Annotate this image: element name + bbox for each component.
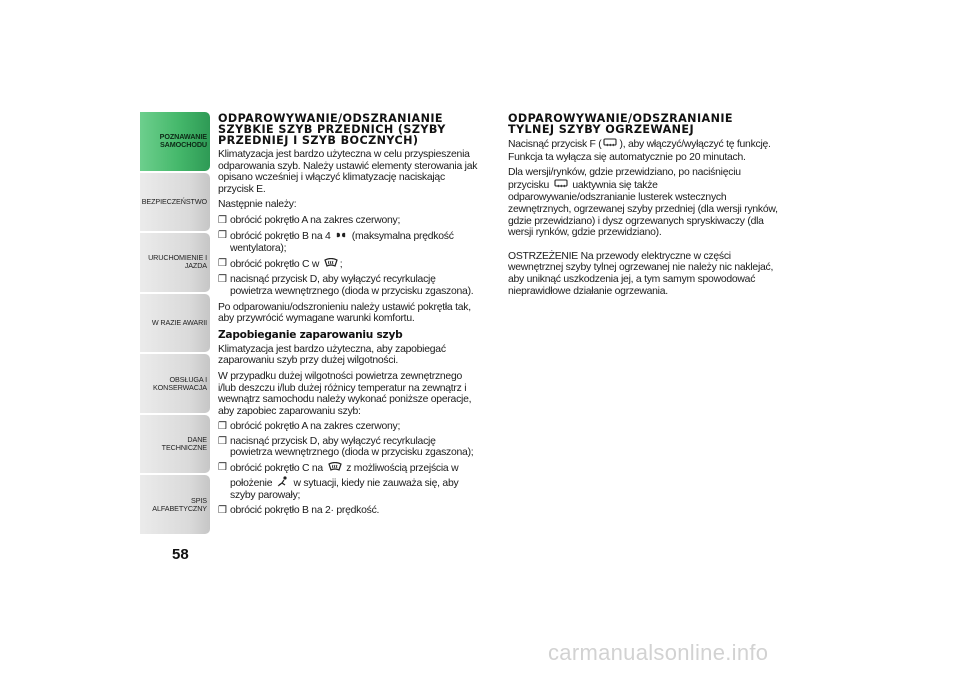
right-column [508,113,780,301]
bullet-icon: ❒ [218,504,227,516]
tab-dane-techniczne[interactable]: DANE TECHNICZNE [140,415,210,474]
rear-defrost-icon [554,179,568,193]
sub-steps-list [218,421,480,516]
bullet-icon: ❒ [218,257,227,269]
feet-airflow-icon [277,476,289,491]
subsection-title: Zapobieganie zaparowaniu szyb [218,328,403,341]
rear-paragraph-2: Dla wersji/rynków, gdzie przewidziano, po naciśnięciu przycisku uaktywnia się także odparowywanie/odszranianie lusterek wstecznych zewnętrznych, ogrzewanej szyby przedniej (dla wersji rynków, gdzie przewidziano) i dysz ogrzewanych spryskiwaczy (dla wersji rynków, gdzie przewidziano). [508,167,778,239]
windshield-defrost-icon [328,462,342,476]
list-item: ❒ nacisnąć przycisk D, aby wyłączyć recyrkulację powietrza wewnętrznego (dioda w przycisku zgaszona). [218,274,474,297]
intro-paragraph: Klimatyzacja jest bardzo użyteczna w celu przyspieszenia odparowania szyb. Należy ustawić elementy sterowania jak opisano wcześniej i włączyć klimatyzację naciskając przycisk E. [218,149,478,195]
bullet-icon: ❒ [218,435,227,447]
list-item: ❒ obrócić pokrętło B na 4 (maksymalna prędkość wentylatora); [218,229,454,255]
page-number: 58 [172,546,189,563]
sub-paragraph-1: Klimatyzacja jest bardzo użyteczna, aby zapobiegać zaparowaniu szyb przy dużej wilgotności. [218,343,446,367]
left-column [218,113,480,520]
rear-paragraph-1: Nacisnąć przycisk F ( ), aby włączyć/wyłączyć tę funkcję. Funkcja ta wyłącza się automatycznie po 20 minutach. [508,139,771,163]
fan-icon [335,230,347,244]
tab-bezpieczenstwo[interactable]: BEZPIECZEŃSTWO [140,173,210,232]
tab-spis-alfabetyczny[interactable]: SPIS ALFABETYCZNY [140,475,210,534]
steps-label: Następnie należy: [218,199,297,211]
list-item: ❒ obrócić pokrętło B na 2· prędkość. [218,504,380,516]
bullet-icon: ❒ [218,421,227,433]
tab-obsluga-i-konserwacja[interactable]: OBSŁUGA I KONSERWACJA [140,354,210,413]
section-title-front: ODPAROWYWANIE/ODSZRANIANIE SZYBKIE SZYB PRZEDNICH (SZYBY PRZEDNIEJ I SZYB BOCZNYCH) [218,112,446,147]
list-item: ❒ obrócić pokrętło C w ; [218,257,343,270]
bullet-icon: ❒ [218,214,227,226]
chapter-tabs [140,112,210,534]
after-steps-paragraph: Po odparowaniu/odszronieniu należy ustawić pokrętła tak, aby przywrócić wymagane warunki komfortu. [218,301,471,325]
list-item: ❒ obrócić pokrętło A na zakres czerwony; [218,214,401,226]
section-title-rear: ODPAROWYWANIE/ODSZRANIANIE TYLNEJ SZYBY OGRZEWANEJ [508,112,733,136]
steps-list [218,215,480,298]
list-item: ❒ obrócić pokrętło C na z możliwością przejścia w położenie w sytuacji, kiedy nie zauważa się, aby szyby parowały; [218,462,459,502]
bullet-icon: ❒ [218,229,227,241]
sub-paragraph-2: W przypadku dużej wilgotności powietrza zewnętrznego i/lub deszczu i/lub dużej różnicy temperatur na zewnątrz i wewnątrz samochodu należy wykonać poniższe operacje, aby zapobiec zaparowaniu szyb: [218,370,472,417]
bullet-icon: ❒ [218,274,227,286]
bullet-icon: ❒ [218,462,227,474]
rear-defrost-icon [603,138,617,152]
windshield-defrost-icon [324,258,338,272]
tab-uruchomienie-i-jazda[interactable]: URUCHOMIENIE I JAZDA [140,233,210,292]
watermark: carmanualsonline.info [548,640,769,665]
tab-w-razie-awarii[interactable]: W RAZIE AWARII [140,294,210,353]
list-item: ❒ obrócić pokrętło A na zakres czerwony; [218,421,401,433]
warning-paragraph: OSTRZEŻENIE Na przewody elektryczne w części wewnętrznej szyby tylnej ogrzewanej nie należy nic naklejać, aby uniknąć uszkodzenia jej, a tym samym spowodować nieprawidłowe działanie ogrzewania. [508,250,774,297]
list-item: ❒ nacisnąć przycisk D, aby wyłączyć recyrkulację powietrza wewnętrznego (dioda w przycisku zgaszona); [218,435,474,459]
tab-poznawanie-samochodu[interactable]: POZNAWANIE SAMOCHODU [140,112,210,171]
